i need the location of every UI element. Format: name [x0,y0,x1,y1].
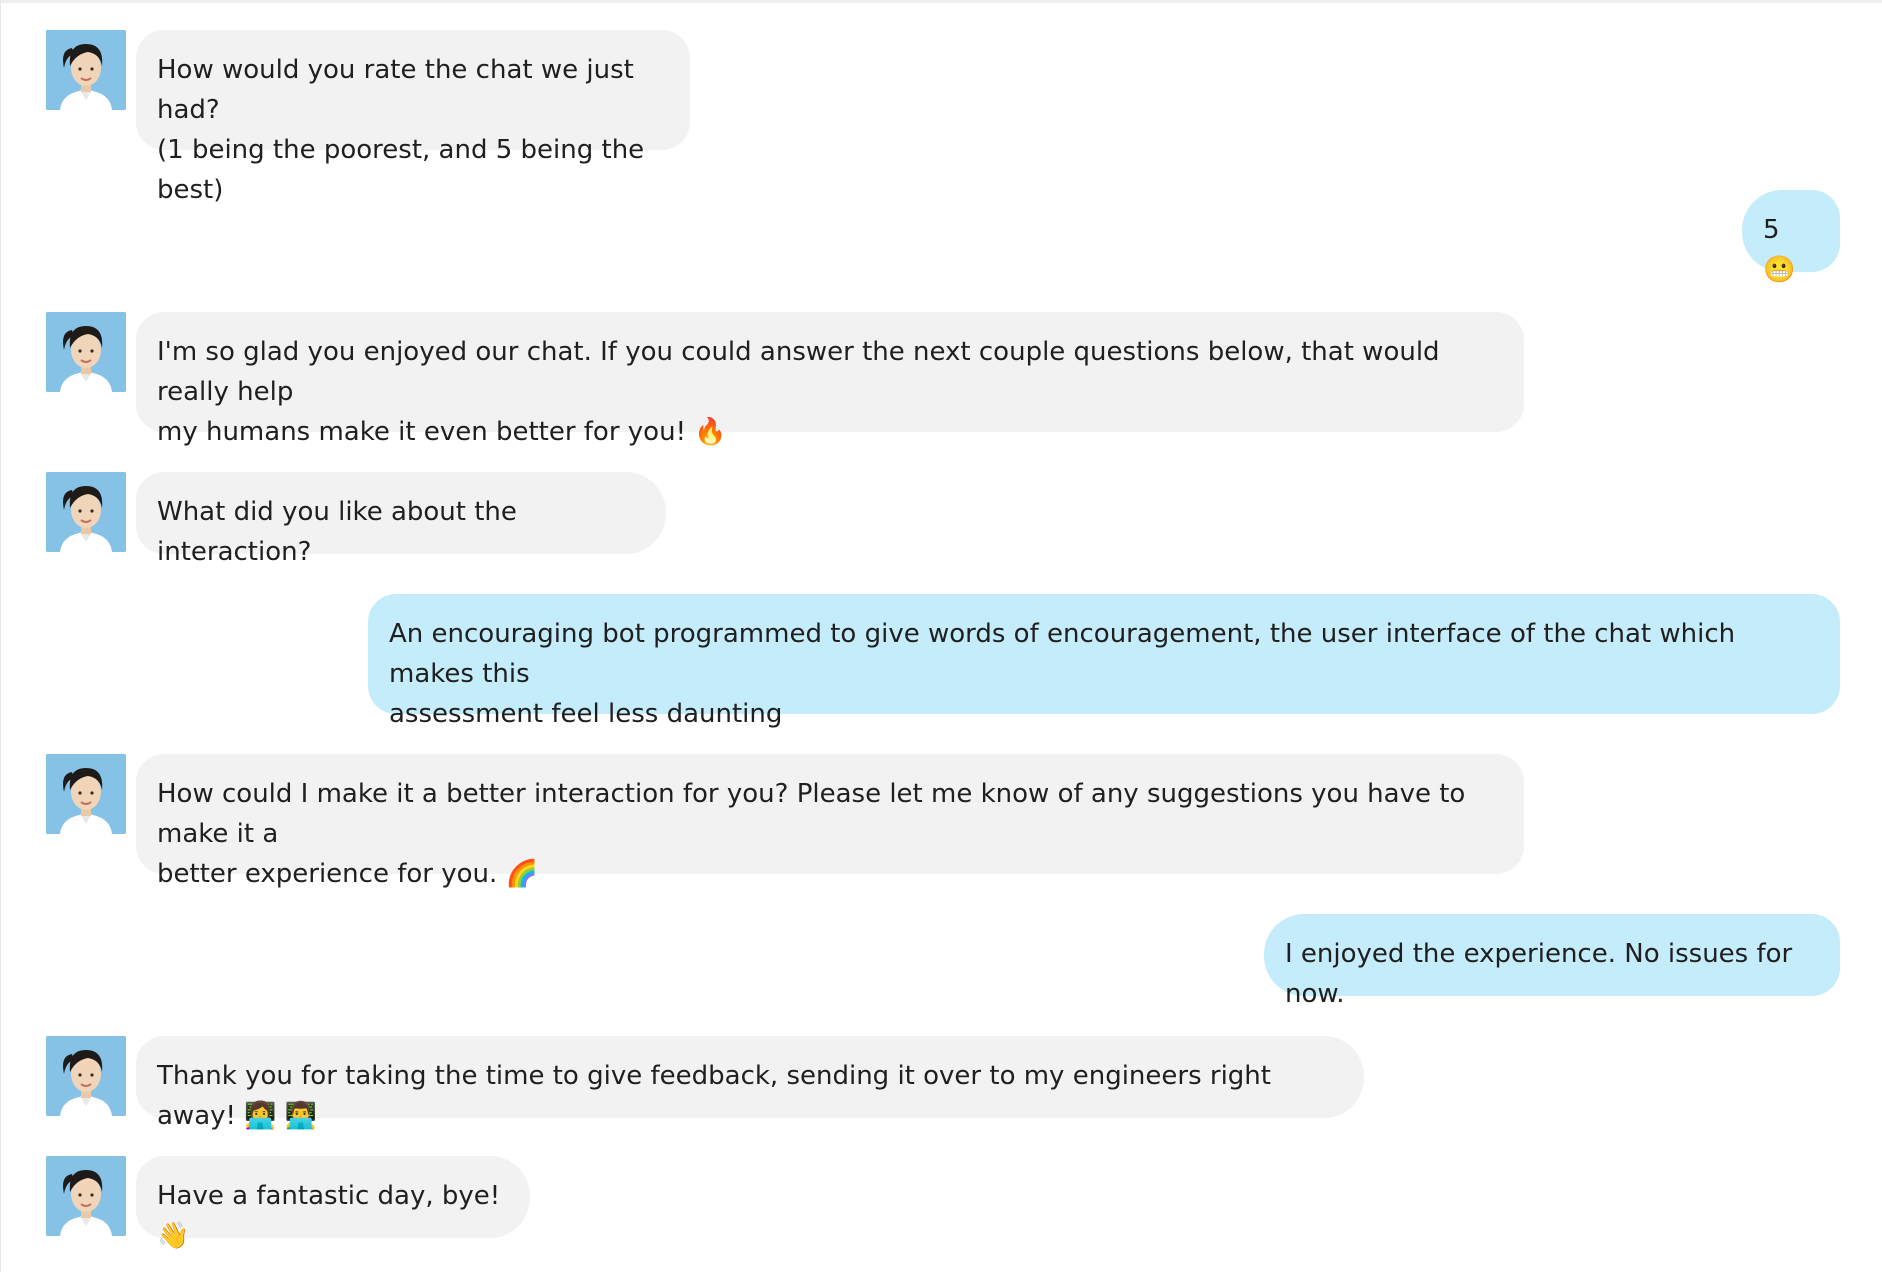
assistant-avatar-icon [46,312,126,392]
bot-message [0,1036,1882,1131]
message-bubble: I'm so glad you enjoyed our chat. If you could answer the next couple questions below, that would really help my humans make it even better for you! 🔥 [136,312,1524,432]
bot-message [0,472,1882,567]
bot-message [0,312,1882,447]
user-message [0,914,1882,1009]
message-bubble: How could I make it a better interaction for you? Please let me know of any suggestions you have to make it a better experience for you. 🌈 [136,754,1524,874]
assistant-avatar-icon [46,1156,126,1236]
message-bubble: How would you rate the chat we just had? (1 being the poorest, and 5 being the best) [136,30,690,150]
message-bubble: I enjoyed the experience. No issues for now. [1264,914,1840,996]
bot-message [0,754,1882,889]
assistant-avatar-icon [46,754,126,834]
message-bubble: Have a fantastic day, bye! 👋 [136,1156,530,1238]
assistant-avatar-icon [46,30,126,110]
message-bubble: An encouraging bot programmed to give words of encouragement, the user interface of the chat which makes this assessment feel less daunting [368,594,1840,714]
message-bubble: What did you like about the interaction? [136,472,666,554]
assistant-avatar-icon [46,1036,126,1116]
user-message [0,190,1882,285]
assistant-avatar-icon [46,472,126,552]
message-bubble: 5 😬 [1742,190,1840,272]
user-message [0,594,1882,729]
bot-message [0,1156,1882,1251]
message-bubble: Thank you for taking the time to give feedback, sending it over to my engineers right away! 👩‍💻 👨‍💻 [136,1036,1364,1118]
bot-message [0,30,1882,205]
